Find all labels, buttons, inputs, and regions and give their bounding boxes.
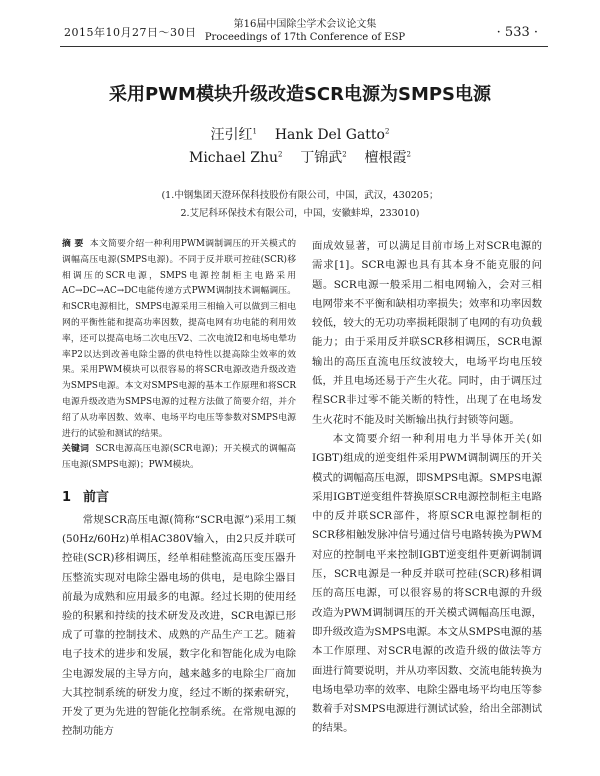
header-rule: [60, 46, 548, 47]
keywords: [62, 442, 296, 474]
author-name: Hank Del Gatto: [274, 127, 385, 143]
affiliation-mark: 2: [342, 150, 347, 159]
running-header-date: 2015年10月27日～30日: [64, 26, 197, 39]
left-column: [62, 237, 296, 741]
author-name: 檀根霞: [364, 150, 407, 166]
section-title: 前言: [83, 489, 110, 505]
author-line-1: [0, 124, 600, 144]
abstract-text: 本文简要介绍一种利用PWM调制调压的开关模式的调幅高压电源(SMPS电源)。不同于反并联可控硅(SCR)移相调压的SCR电源，SMPS电源控制柜主电路采用AC→DC→AC→DC电能传递方式PWM调制技术调幅调压。和SCR电源相比，SMPS电源采用三相输入可以做到三相电网的平衡性能和提高功率因数，提高电网有功电能的利用效率，还可以提高电场二次电压V2、二次电流I2和电场电晕功率P2以达到改善电除尘器的供电特性以提高除尘效率的效果。采用PWM模块可以很容易的将SCR电源改造升级改造为SMPS电源。本文对SMPS电源的基本工作原理和将SCR电源升级改造为SMPS电源的过程方法做了简要介绍，并介绍了从功率因数、效率、电场平均电压等参数对SMPS电源进行的试验和测试的结果。: [62, 239, 296, 439]
body-paragraph: 常规SCR高压电源(简称“SCR电源”)采用工频(50Hz/60Hz)单相AC380V输入，由2只反并联可控硅(SCR)移相调压，经单相硅整流高压变压器升压整流实现对电除尘器电场的供电，是电除尘器目前最为成熟和应用最多的电源。经过长期的使用经验的积累和持续的技术研发及改进，SCR电源已形成了可靠的控制技术、成熟的产品生产工艺。随着电子技术的进步和发展，数字化和智能化成为电除尘电源发展的主导方向，越来越多的电除尘厂商加大其控制系统的研发力度，经过不断的探索研究，开发了更为先进的智能化控制系统。在常规电源的控制功能方: [62, 513, 296, 738]
affiliation-1: (1.中钢集团天澄环保科技股份有限公司，中国，武汉，430205；: [161, 190, 439, 201]
body-paragraph: 面成效显著，可以满足目前市场上对SCR电源的需求[1]。SCR电源也具有其本身不能克服的问题。SCR电源一般采用二相电网输入，会对三相电网带来不平衡和缺相功率损失；效率和功率因数较低，较大的无功功率损耗限制了电网的有功负载能力；由于采用反并联SCR移相调压，SCR电源输出的高压直流电压纹波较大，电场平均电压较低，并且电场还易于产生火花。同时，由于调压过程SCR非过零不能关断的特性，出现了在电场发生火花时不能及时关断输出执行封锁等问题。: [312, 240, 542, 426]
affiliation-mark: 2: [384, 127, 390, 136]
running-header-journal: [190, 18, 420, 44]
page-number: · 533 ·: [496, 25, 538, 40]
author-name: 汪引红: [210, 127, 253, 143]
section-number: 1: [62, 489, 72, 505]
keywords-label: 关键词: [62, 444, 90, 455]
author-line-2: [0, 147, 600, 167]
keywords-text: SCR电源高压电源(SCR电源)；开关模式的调幅高压电源(SMPS电源)；PWM模块。: [62, 444, 296, 471]
affiliation-mark: 2: [277, 150, 283, 159]
journal-title: 第16届中国除尘学术会议论文集: [233, 19, 377, 30]
abstract: [62, 237, 296, 442]
affiliation-mark: 2: [406, 150, 412, 159]
right-column: [312, 237, 542, 739]
affiliation-2: 2.艾尼科环保技术有限公司，中国，安徽蚌埠，233010): [180, 208, 420, 219]
body-paragraph: 本文简要介绍一种利用电力半导体开关(如IGBT)组成的逆变组件采用PWM调制调压的开关模式的调幅高压电源，即SMPS电源。SMPS电源采用IGBT逆变组件替换原SCR电源控制柜主电路中的反并联SCR部件，将原SCR电源控制柜的SCR移相触发脉冲信号通过信号电路转换为PWM对应的控制电平来控制IGBT逆变组件更新调制调压，SCR电源是一种反并联可控硅(SCR)移相调压的高压电源，可以很容易的将SCR电源的升级改造为PWM调制调压的开关模式调幅高压电源，即升级改造为SMPS电源。本文从SMPS电源的基本工作原理、对SCR电源的改造升级的做法等方面进行简要说明，并从功率因数、交流电能转换为电场电晕功率的效率、电除尘器电场平均电压等参数着手对SMPS电源进行测试试验，给出全部测试的结果。: [312, 432, 542, 735]
section-heading: [62, 486, 296, 505]
author-name: 丁锦武: [300, 150, 343, 166]
affiliation-mark: 1: [252, 127, 258, 136]
journal-title-en: Proceedings of 17th Conference of ESP: [204, 32, 406, 43]
abstract-label: 摘 要: [62, 239, 84, 249]
paper-title: 采用PWM模块升级改造SCR电源为SMPS电源: [108, 84, 492, 105]
author-name: Michael Zhu: [188, 150, 278, 166]
